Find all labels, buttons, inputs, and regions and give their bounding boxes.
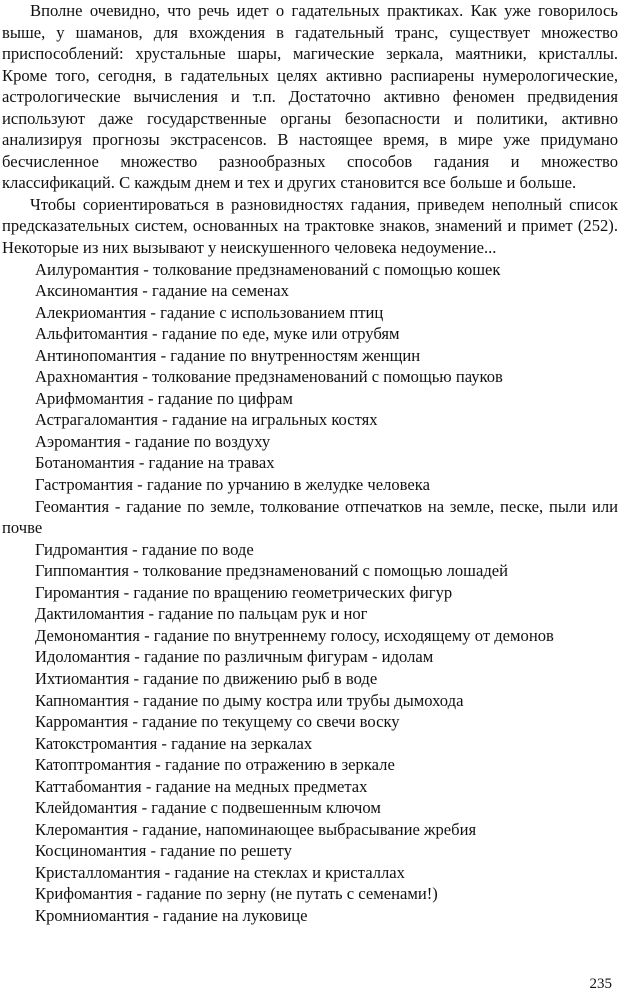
list-item: Аэромантия - гадание по воздуху <box>35 431 271 451</box>
list-item: Геомантия - гадание по земле, толкование отпечатков на земле, песке, пыли или почве <box>2 496 618 538</box>
list-item: Клейдомантия - гадание с подвешенным ключом <box>35 798 381 818</box>
page-number: 235 <box>589 976 612 992</box>
list-item: Гидромантия - гадание по воде <box>35 539 254 559</box>
list-item: Гастромантия - гадание по урчанию в желудке человека <box>35 475 430 495</box>
paragraph-list-intro: Чтобы сориентироваться в разновидностях гадания, приведем неполный список предсказательных систем, основанных на трактовке знаков, знамений и примет (252). Некоторые из них вызывают у неискушенного человека недоумение... <box>2 194 618 258</box>
list-item: Капномантия - гадание по дыму костра или трубы дымохода <box>35 690 464 710</box>
list-item: Аилуромантия - толкование предзнаменований с помощью кошек <box>35 259 501 279</box>
list-item: Арифмомантия - гадание по цифрам <box>35 388 293 408</box>
list-item: Идоломантия - гадание по различным фигурам - идолам <box>35 647 434 667</box>
list-item: Альфитомантия - гадание по еде, муке или отрубям <box>35 324 400 344</box>
list-item: Аксиномантия - гадание на семенах <box>35 281 289 301</box>
list-item: Кристалломантия - гадание на стеклах и кристаллах <box>35 862 405 882</box>
list-item: Каттабомантия - гадание на медных предметах <box>35 776 368 796</box>
list-item: Катоптромантия - гадание по отражению в зеркале <box>35 755 395 775</box>
list-item: Дактиломантия - гадание по пальцам рук и ног <box>35 604 368 624</box>
list-item: Кромниомантия - гадание на луковице <box>35 905 308 925</box>
list-item: Клеромантия - гадание, напоминающее выбрасывание жребия <box>35 819 477 839</box>
list-item: Косциномантия - гадание по решету <box>35 841 292 861</box>
body-text <box>2 0 618 927</box>
list-item: Карромантия - гадание по текущему со свечи воску <box>35 712 400 732</box>
paragraph-intro: Вполне очевидно, что речь идет о гадательных практиках. Как уже говорилось выше, у шаманов, для вхождения в гадательный транс, существует множество приспособлений: хрустальные шары, магические зеркала, маятники, кристаллы. Кроме того, сегодня, в гадательных целях активно распиарены нумерологические, астрологические вычисления и т.п. Достаточно активно феномен предвидения используют даже государственные органы безопасности и политики, активно анализируя прогнозы экстрасенсов. В настоящее время, в мире уже придумано бесчисленное множество разнообразных способов гадания и множество классификаций. С каждым днем и тех и других становится все больше и больше. <box>2 1 618 193</box>
list-item: Астрагаломантия - гадание на игральных костях <box>35 410 378 430</box>
list-item: Ихтиомантия - гадание по движению рыб в воде <box>35 668 378 688</box>
list-item: Гиппомантия - толкование предзнаменований с помощью лошадей <box>35 561 509 581</box>
list-item: Арахномантия - толкование предзнаменований с помощью пауков <box>35 367 503 387</box>
list-item: Ботаномантия - гадание на травах <box>35 453 275 473</box>
list-item: Демономантия - гадание по внутреннему голосу, исходящему от демонов <box>35 625 554 645</box>
list-item: Алекриомантия - гадание с использованием птиц <box>35 302 384 322</box>
divination-list <box>2 259 618 927</box>
list-item: Гиромантия - гадание по вращению геометрических фигур <box>35 582 453 602</box>
list-item: Катокстромантия - гадание на зеркалах <box>35 733 313 753</box>
list-item: Антинопомантия - гадание по внутренностям женщин <box>35 345 421 365</box>
list-item: Крифомантия - гадание по зерну (не путать с семенами!) <box>35 884 438 904</box>
